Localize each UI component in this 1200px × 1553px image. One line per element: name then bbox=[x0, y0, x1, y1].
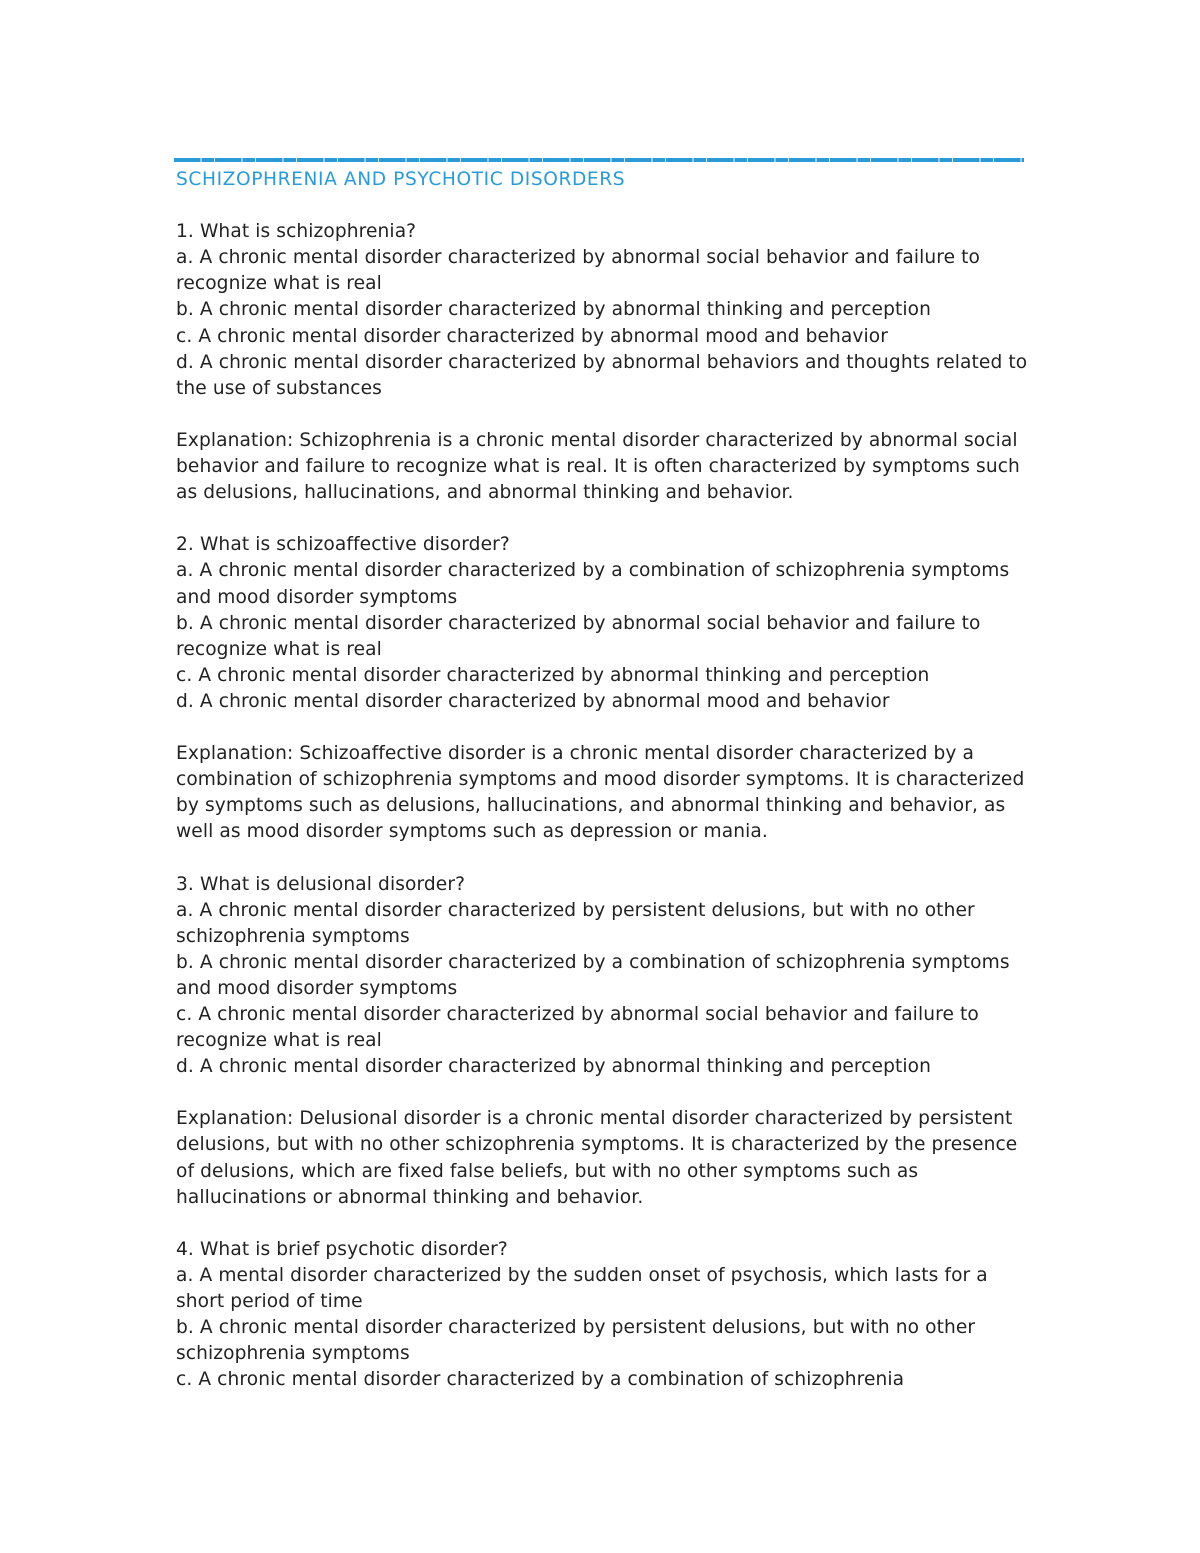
question-4: 4. What is brief psychotic disorder? bbox=[176, 1238, 508, 1260]
question-2-option-a: a. A chronic mental disorder characterized by a combination of schizophrenia symptoms and mood disorder symptoms bbox=[176, 560, 1010, 608]
question-2-option-c: c. A chronic mental disorder characterized by abnormal thinking and perception bbox=[176, 664, 930, 686]
title-divider bbox=[174, 158, 1024, 162]
question-1-option-a: a. A chronic mental disorder characterized by abnormal social behavior and failure to recognize what is real bbox=[176, 247, 981, 295]
question-4-option-a: a. A mental disorder characterized by the sudden onset of psychosis, which lasts for a short period of time bbox=[176, 1264, 988, 1313]
question-1-option-b: b. A chronic mental disorder characterized by abnormal thinking and perception bbox=[176, 299, 931, 321]
question-2-option-d: d. A chronic mental disorder characterized by abnormal mood and behavior bbox=[176, 690, 890, 712]
question-1: 1. What is schizophrenia? bbox=[176, 221, 417, 243]
document-body bbox=[176, 166, 1036, 1393]
question-1-option-d: d. A chronic mental disorder characterized by abnormal behaviors and thoughts related to the use of substances bbox=[176, 351, 1028, 399]
question-3-option-b: b. A chronic mental disorder characterized by a combination of schizophrenia symptoms and mood disorder symptoms bbox=[176, 951, 1010, 999]
question-3: 3. What is delusional disorder? bbox=[176, 873, 466, 895]
question-4-option-b: b. A chronic mental disorder characterized by persistent delusions, but with no other schizophrenia symptoms bbox=[176, 1317, 976, 1365]
question-1-option-c: c. A chronic mental disorder characterized by abnormal mood and behavior bbox=[176, 325, 888, 347]
question-3-option-d: d. A chronic mental disorder characterized by abnormal thinking and perception bbox=[176, 1056, 931, 1078]
question-3-explanation: Explanation: Delusional disorder is a chronic mental disorder characterized by persistent delusions, but with no other schizophrenia symptoms. It is characterized by the presence of delusions, which are fixed false beliefs, but with no other symptoms such as hallucinations or abnormal thinking and behavior. bbox=[176, 1108, 1018, 1208]
question-4-option-c: c. A chronic mental disorder characterized by a combination of schizophrenia bbox=[176, 1369, 905, 1391]
document-title: SCHIZOPHRENIA AND PSYCHOTIC DISORDERS bbox=[176, 169, 626, 190]
question-2: 2. What is schizoaffective disorder? bbox=[176, 534, 510, 556]
question-3-option-c: c. A chronic mental disorder characterized by abnormal social behavior and failure to recognize what is real bbox=[176, 1004, 979, 1052]
question-2-explanation: Explanation: Schizoaffective disorder is a chronic mental disorder characterized by a combination of schizophrenia symptoms and mood disorder symptoms. It is characterized by symptoms such as delusions, hallucinations, and abnormal thinking and behavior, as well as mood disorder symptoms such as depression or mania. bbox=[176, 743, 1025, 843]
question-1-explanation: Explanation: Schizophrenia is a chronic mental disorder characterized by abnormal social behavior and failure to recognize what is real. It is often characterized by symptoms such as delusions, hallucinations, and abnormal thinking and behavior. bbox=[176, 429, 1020, 504]
question-3-option-a: a. A chronic mental disorder characterized by persistent delusions, but with no other schizophrenia symptoms bbox=[176, 899, 975, 947]
question-2-option-b: b. A chronic mental disorder characterized by abnormal social behavior and failure to recognize what is real bbox=[176, 612, 981, 660]
